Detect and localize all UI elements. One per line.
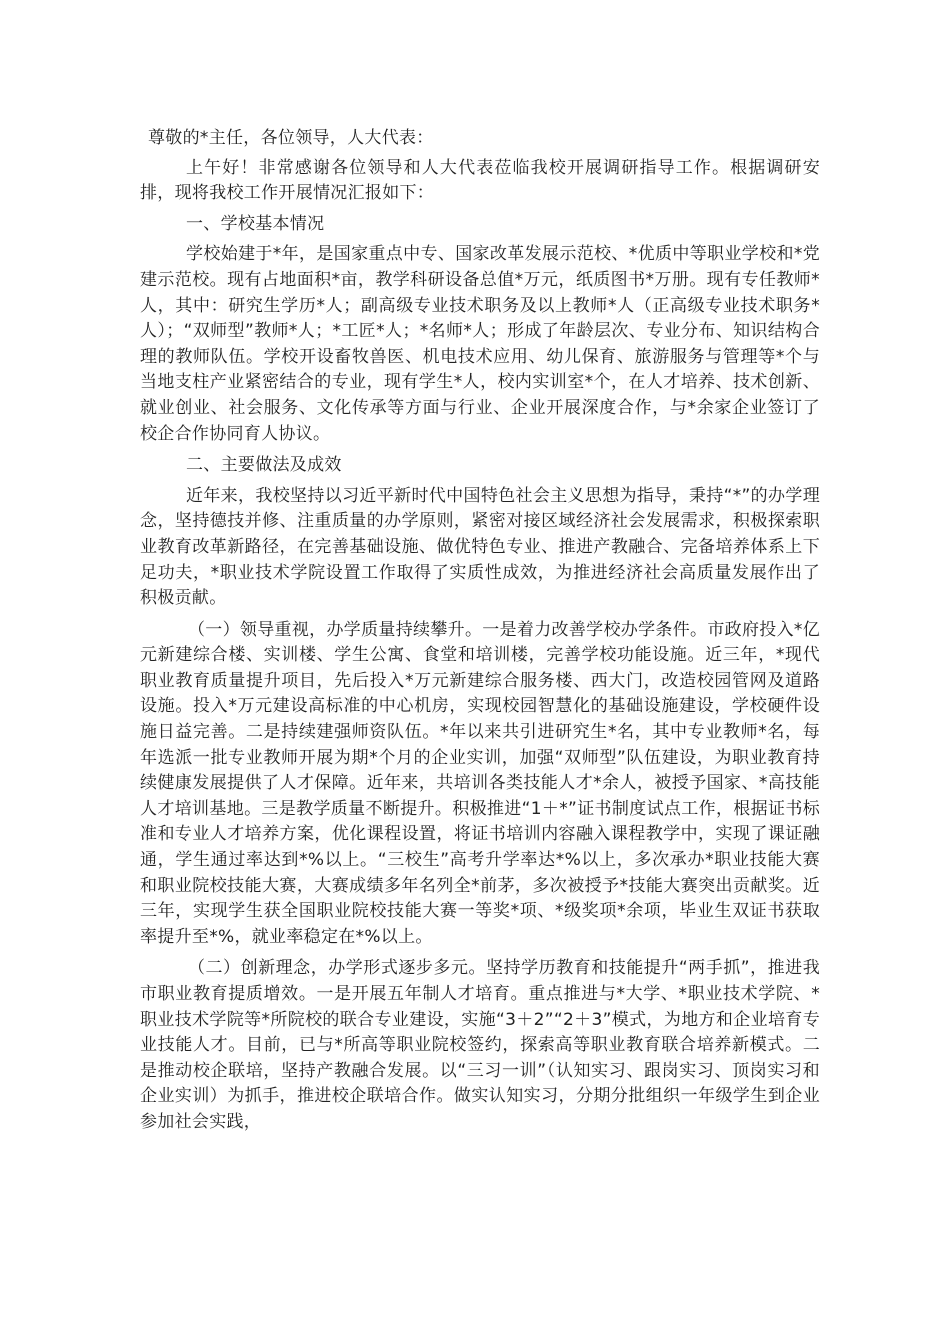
salutation: 尊敬的*主任，各位领导，人大代表： — [148, 128, 434, 148]
document-body — [140, 126, 820, 1136]
subsection1-paragraph: （一）领导重视，办学质量持续攀升。一是着力改善学校办学条件。市政府投入*亿元新建综合楼、实训楼、学生公寓、食堂和培训楼，完善学校功能设施。近三年，*现代职业教育质量提升项目，先后投入*万元新建综合服务楼、西大门，改造校园管网及道路设施。投入*万元建设高标准的中心机房，实现校园智慧化的基础设施建设，学校硬件设施日益完善。二是持续建强师资队伍。*年以来共引进研究生*名，其中专业教师*名，每年选派一批专业教师开展为期*个月的企业实训，加强“双师型”队伍建设，为职业教育持续健康发展提供了人才保障。近年来，共培训各类技能人才*余人，被授予国家、*高技能人才培训基地。三是教学质量不断提升。积极推进“1＋*”证书制度试点工作，根据证书标准和专业人才培养方案，优化课程设置，将证书培训内容融入课程教学中，实现了课证融通，学生通过率达到*%以上。“三校生”高考升学率达*%以上，多次承办*职业技能大赛和职业院校技能大赛，大赛成绩多年名列全*前茅，多次被授予*技能大赛突出贡献奖。近三年，实现学生获全国职业院校技能大赛一等奖*项、*级奖项*余项，毕业生双证书获取率提升至*%，就业率稳定在*%以上。 — [140, 619, 820, 947]
section-heading-basic-info: 一、学校基本情况 — [186, 213, 325, 234]
subsection2-paragraph: （二）创新理念，办学形式逐步多元。坚持学历教育和技能提升“两手抓”，推进我市职业教育提质增效。一是开展五年制人才培育。重点推进与*大学、*职业技术学院、*职业技术学院等*所院校的联合专业建设，实施“3＋2”“2＋3”模式，为地方和企业培育专业技能人才。目前，已与*所高等职业院校签约，探索高等职业教育联合培养新模式。二是推动校企联培，坚持产教融合发展。以“三习一训”（认知实习、跟岗实习、顶岗实习和企业实训）为抓手，推进校企联培合作。做实认知实习，分期分批组织一年级学生到企业参加社会实践， — [140, 958, 820, 1132]
section2-intro-paragraph: 近年来，我校坚持以习近平新时代中国特色社会主义思想为指导，秉持“*”的办学理念，坚持德技并修、注重质量的办学原则，紧密对接区域经济社会发展需求，积极探索职业教育改革新路径，在完善基础设施、做优特色专业、推进产教融合、完备培养体系上下足功夫，*职业技术学院设置工作取得了实质性成效，为推进经济社会高质量发展作出了积极贡献。 — [140, 485, 820, 609]
section-heading-practices: 二、主要做法及成效 — [186, 455, 342, 476]
intro-paragraph: 上午好！非常感谢各位领导和人大代表莅临我校开展调研指导工作。根据调研安排，现将我校工作开展情况汇报如下： — [140, 157, 820, 204]
section1-paragraph: 学校始建于*年，是国家重点中专、国家改革发展示范校、*优质中等职业学校和*党建示范校。现有占地面积*亩，教学科研设备总值*万元，纸质图书*万册。现有专任教师*人，其中：研究生学历*人；副高级专业技术职务及以上教师*人（正高级专业技术职务*人）；“双师型”教师*人；*工匠*人；*名师*人；形成了年龄层次、专业分布、知识结构合理的教师队伍。学校开设畜牧兽医、机电技术应用、幼儿保育、旅游服务与管理等*个与当地支柱产业紧密结合的专业，现有学生*人，校内实训室*个，在人才培养、技术创新、就业创业、社会服务、文化传承等方面与行业、企业开展深度合作，与*余家企业签订了校企合作协同育人协议。 — [140, 244, 820, 444]
